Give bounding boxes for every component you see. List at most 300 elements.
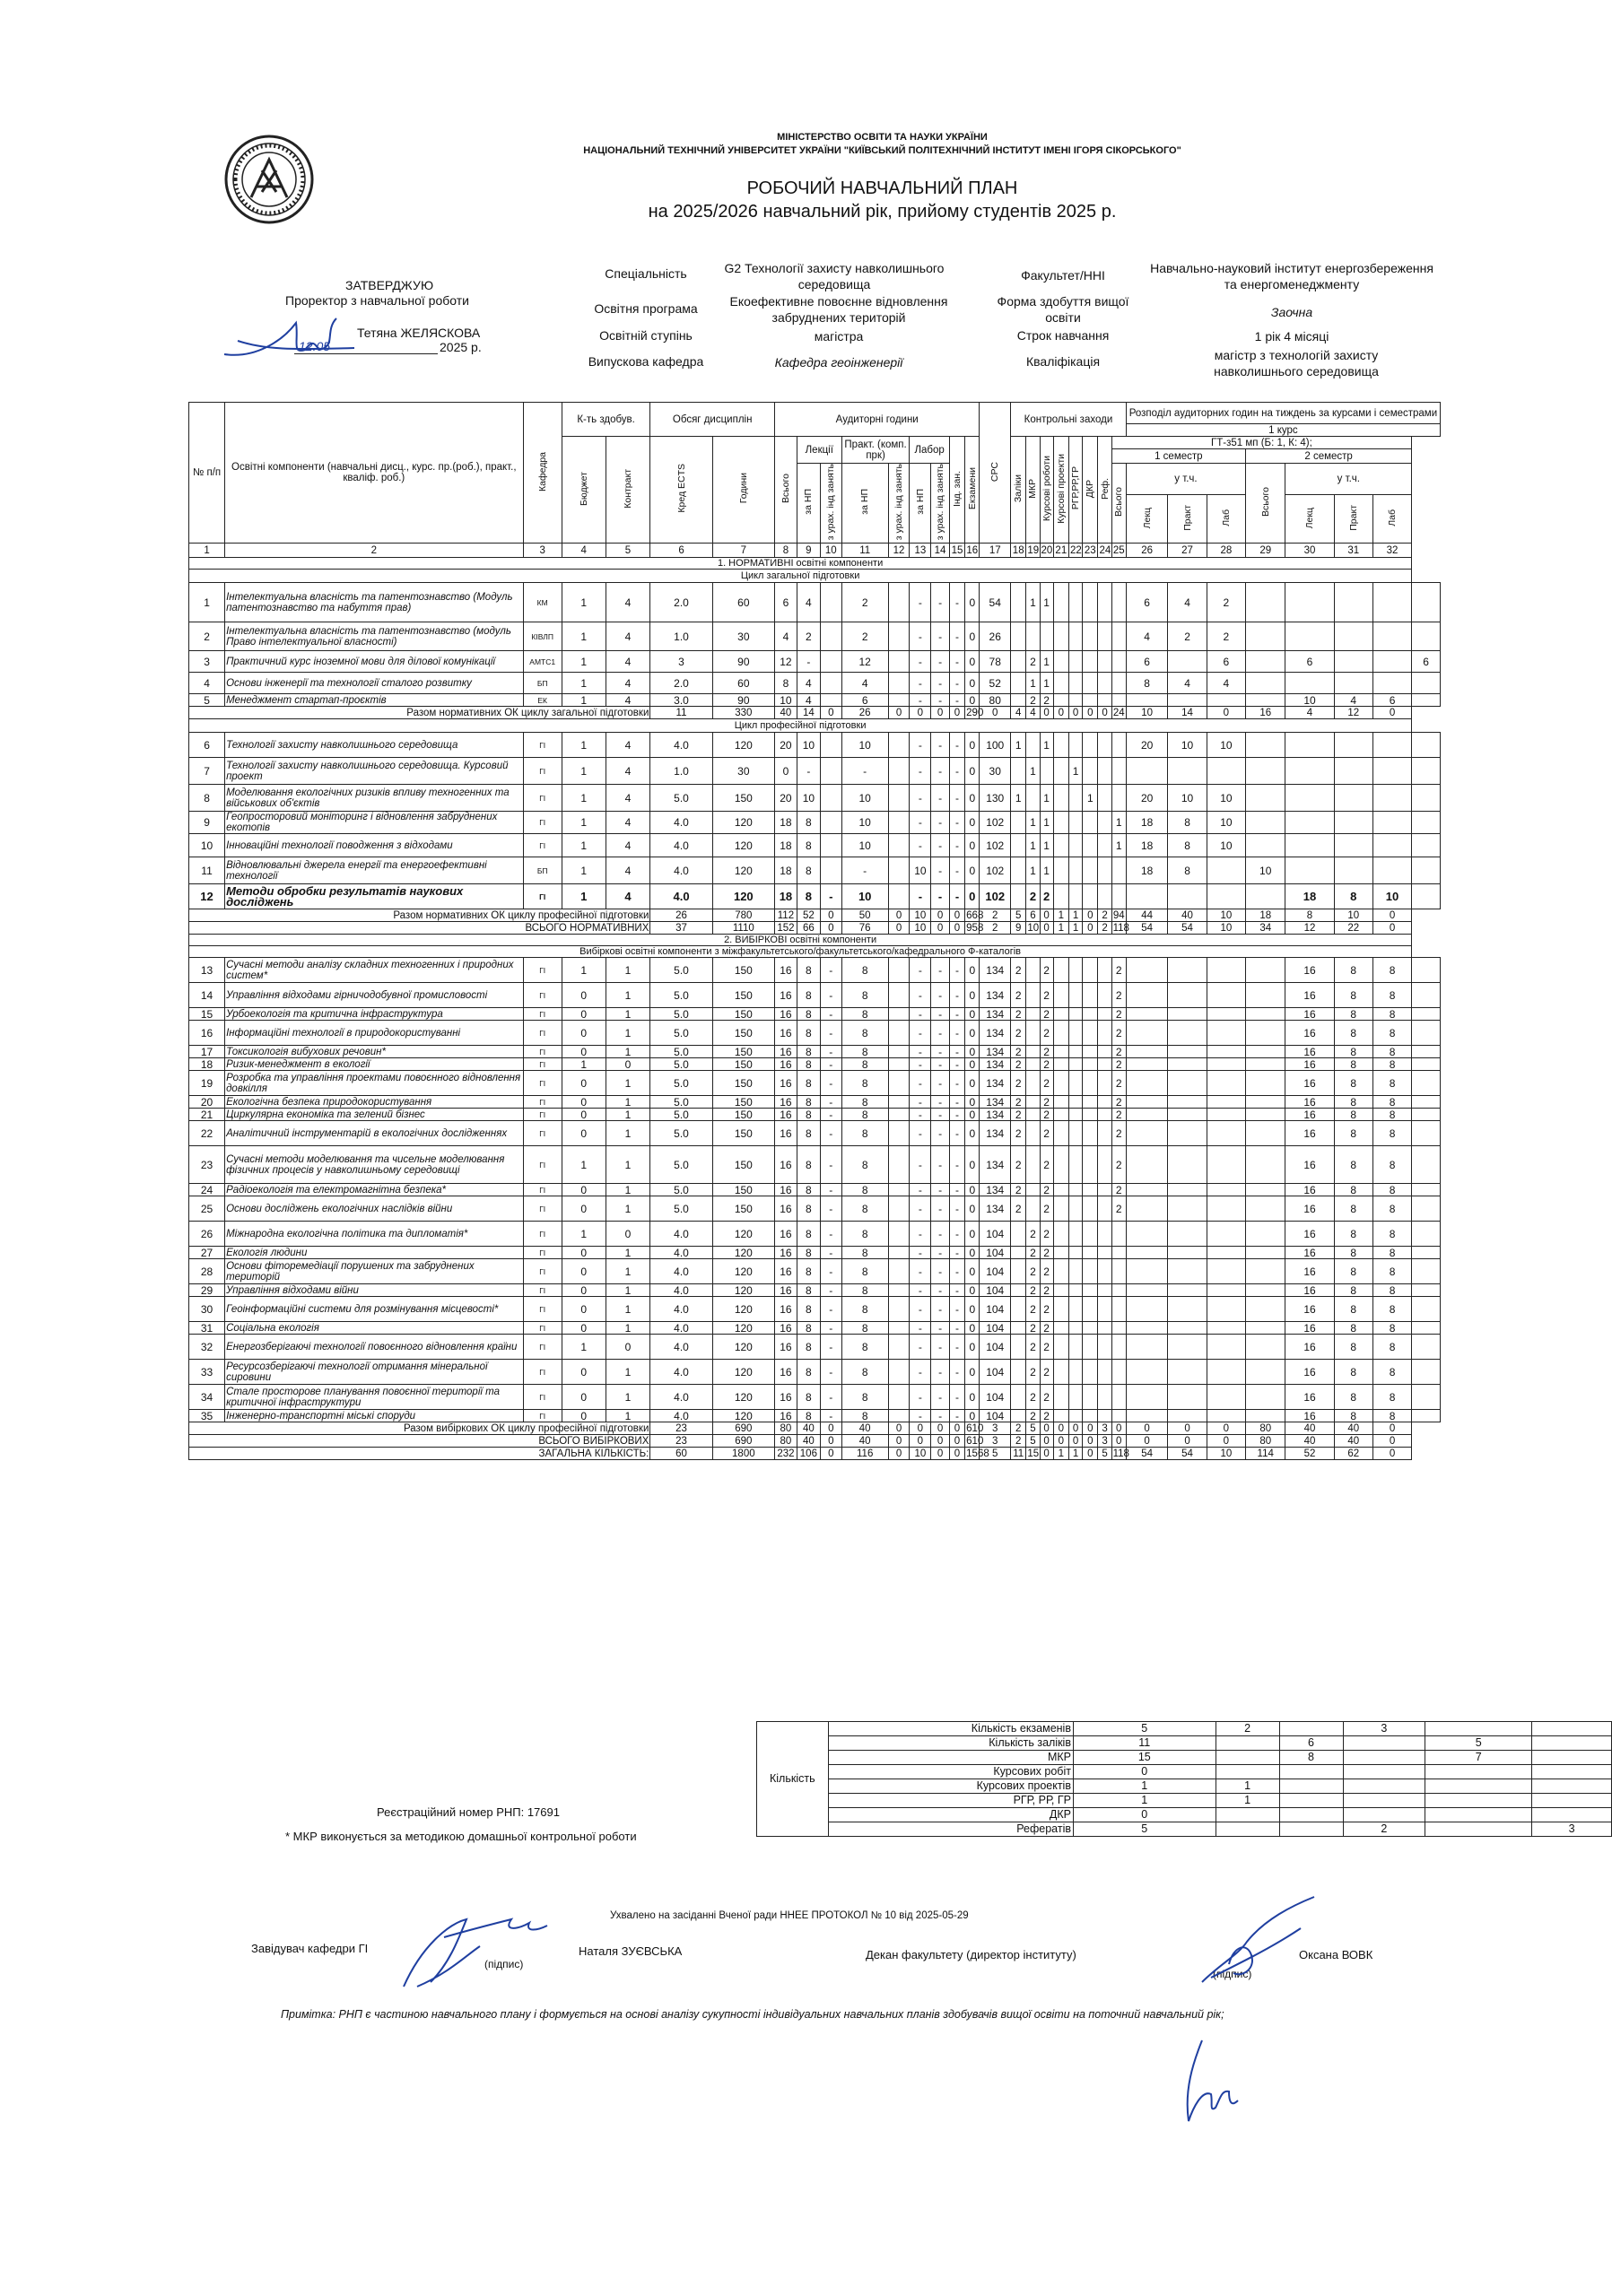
program-label: Освітня програма — [594, 301, 698, 316]
table-cell: 10 — [841, 812, 888, 834]
table-cell: 6 — [841, 694, 888, 707]
table-cell — [1207, 1109, 1245, 1121]
table-cell — [1246, 1410, 1285, 1422]
table-cell: 10 — [189, 834, 225, 857]
table-cell: 120 — [712, 1322, 774, 1335]
table-cell: 2 — [1111, 1046, 1126, 1058]
table-cell: 4 — [606, 694, 650, 707]
totals-semester-cell — [1532, 1751, 1612, 1765]
table-cell: 1 — [562, 1058, 606, 1071]
table-cell — [1126, 1096, 1168, 1109]
table-cell — [1011, 1259, 1026, 1284]
table-cell — [1098, 1184, 1111, 1196]
table-cell — [1053, 1146, 1068, 1184]
table-cell — [1246, 1109, 1285, 1121]
table-cell — [1098, 651, 1111, 673]
col-head-sem1: 1 семестр — [1111, 449, 1245, 464]
section-title: 2. ВИБІРКОВІ освітні компоненти — [189, 935, 1412, 946]
table-cell: 2 — [1026, 1385, 1040, 1410]
table-cell — [1412, 1222, 1441, 1247]
table-cell: 0 — [965, 958, 980, 983]
table-cell — [1011, 622, 1026, 651]
table-cell — [1168, 1284, 1207, 1297]
summary-cell: 0 — [1372, 922, 1411, 935]
table-cell: 8 — [841, 1360, 888, 1385]
table-cell: 0 — [965, 1109, 980, 1121]
table-cell: 32 — [189, 1335, 225, 1360]
table-cell — [1098, 1222, 1111, 1247]
table-cell — [1111, 1322, 1126, 1335]
table-cell: 150 — [712, 1109, 774, 1121]
table-cell: 2 — [797, 622, 820, 651]
column-number: 1 — [189, 544, 225, 558]
component-name: Інноваційні технології поводження з відходами — [225, 834, 523, 857]
summary-cell: 0 — [820, 1422, 841, 1435]
summary-cell: 37 — [650, 922, 712, 935]
table-cell: 52 — [980, 673, 1011, 694]
table-cell — [1246, 1071, 1285, 1096]
totals-semester-cell: 3 — [1532, 1822, 1612, 1837]
table-cell — [1412, 1385, 1441, 1410]
table-cell: 1 — [1040, 651, 1053, 673]
ministry-name: МІНІСТЕРСТВО ОСВІТИ ТА НАУКИ УКРАЇНИ — [777, 132, 988, 143]
col-head-students: К-ть здобув. — [562, 403, 650, 437]
table-cell: - — [931, 1008, 950, 1021]
program-value: Екоефективне повоєнне відновлення забруднених територій — [729, 294, 948, 325]
col-head-component: Освітні компоненти (навчальні дисц., курс. пр.(роб.), практ., кваліф. роб.) — [225, 403, 523, 544]
table-cell: 16 — [774, 1360, 797, 1385]
table-cell — [1083, 958, 1098, 983]
table-cell: 8 — [189, 785, 225, 812]
table-cell: - — [910, 834, 931, 857]
table-cell — [1098, 758, 1111, 785]
table-cell: - — [910, 733, 931, 758]
summary-cell: 0 — [931, 1435, 950, 1448]
table-row — [189, 983, 1441, 1008]
summary-cell: 0 — [1053, 1422, 1068, 1435]
table-cell — [1111, 651, 1126, 673]
department-code: ГІ — [523, 884, 562, 909]
table-cell — [1068, 673, 1082, 694]
column-number: 8 — [774, 544, 797, 558]
section-title: Цикл загальної підготовки — [189, 570, 1412, 583]
table-cell: 1.0 — [650, 622, 712, 651]
table-cell: 102 — [980, 834, 1011, 857]
table-cell — [1083, 1046, 1098, 1058]
table-cell: - — [949, 1247, 964, 1259]
table-cell: 120 — [712, 1410, 774, 1422]
component-name: Технології захисту навколишнього середовища. Курсовий проект — [225, 758, 523, 785]
table-cell — [1207, 1121, 1245, 1146]
totals-semester-cell: 8 — [1279, 1751, 1343, 1765]
summary-cell: 10 — [1207, 1448, 1245, 1460]
table-cell — [1372, 673, 1411, 694]
table-cell: 2 — [1040, 1247, 1053, 1259]
component-name: Технології захисту навколишнього середовища — [225, 733, 523, 758]
table-cell: 0 — [562, 1385, 606, 1410]
table-cell: 8 — [797, 812, 820, 834]
table-cell: 8 — [1334, 1021, 1372, 1046]
table-cell: 2 — [1011, 1046, 1026, 1058]
totals-semester-cell — [1216, 1736, 1279, 1751]
table-cell — [1168, 651, 1207, 673]
table-cell — [1026, 1146, 1040, 1184]
table-cell: - — [910, 1385, 931, 1410]
table-cell — [1246, 1297, 1285, 1322]
table-cell: 150 — [712, 1146, 774, 1184]
table-cell: 8 — [797, 1046, 820, 1058]
summary-cell: 0 — [980, 707, 1011, 719]
summary-cell: 0 — [949, 909, 964, 922]
table-cell: 8 — [1168, 857, 1207, 884]
table-cell: 104 — [980, 1284, 1011, 1297]
table-row — [189, 651, 1441, 673]
col-head-exam: Екзамени — [965, 437, 980, 544]
totals-semester-cell: 7 — [1425, 1751, 1532, 1765]
table-cell — [1068, 983, 1082, 1008]
table-cell: 8 — [841, 1008, 888, 1021]
table-cell — [1207, 1184, 1245, 1196]
specialty-value: G2 Технології захисту навколишнього середовища — [724, 261, 945, 291]
table-cell: 0 — [562, 1096, 606, 1109]
table-cell: - — [931, 983, 950, 1008]
table-cell: - — [820, 1259, 841, 1284]
table-cell — [1083, 1096, 1098, 1109]
mkr-footnote: * МКР виконується за методикою домашньої контрольної роботи — [285, 1830, 637, 1843]
col-head-rgr: РГР,РР,ГР — [1068, 437, 1082, 544]
department-code: ГІ — [523, 1385, 562, 1410]
table-cell: 1 — [562, 622, 606, 651]
table-row — [189, 583, 1441, 622]
summary-cell: 10 — [910, 1448, 931, 1460]
table-cell: - — [931, 1222, 950, 1247]
table-cell: 150 — [712, 1184, 774, 1196]
table-cell: 134 — [980, 1096, 1011, 1109]
table-cell — [1011, 1222, 1026, 1247]
table-cell — [1372, 857, 1411, 884]
table-cell: 5.0 — [650, 1021, 712, 1046]
table-cell: 6 — [1372, 694, 1411, 707]
table-cell: 8 — [1334, 983, 1372, 1008]
table-cell: 8 — [1334, 1096, 1372, 1109]
table-cell — [888, 1335, 910, 1360]
table-cell — [1040, 622, 1053, 651]
table-cell — [1053, 651, 1068, 673]
table-cell — [1083, 1259, 1098, 1284]
table-cell: 13 — [189, 958, 225, 983]
table-cell — [1053, 758, 1068, 785]
table-cell — [1098, 1247, 1111, 1259]
table-cell — [1334, 673, 1372, 694]
approve-position: Проректор з навчальної роботи — [285, 293, 469, 308]
table-cell: - — [949, 1121, 964, 1146]
summary-cell: 0 — [949, 1422, 964, 1435]
table-cell: 1 — [606, 1259, 650, 1284]
table-cell: 120 — [712, 1360, 774, 1385]
summary-cell: 6 — [1026, 909, 1040, 922]
summary-cell: 0 — [910, 1422, 931, 1435]
table-cell — [1053, 1121, 1068, 1146]
table-cell — [1207, 1058, 1245, 1071]
table-cell: - — [820, 1046, 841, 1058]
summary-cell: 0 — [1040, 909, 1053, 922]
table-cell: 2 — [1207, 622, 1245, 651]
table-cell: 0 — [965, 1071, 980, 1096]
summary-cell: 0 — [949, 922, 964, 935]
table-cell: 2 — [1040, 1335, 1053, 1360]
table-cell — [888, 1184, 910, 1196]
table-cell: 8 — [841, 1284, 888, 1297]
component-name: Ризик-менеджмент в екології — [225, 1058, 523, 1071]
approve-year: 2025 р. — [440, 340, 482, 354]
table-cell — [1246, 1284, 1285, 1297]
summary-cell: 118 — [1112, 1448, 1129, 1459]
table-cell: 24 — [189, 1184, 225, 1196]
table-cell: - — [910, 1184, 931, 1196]
table-cell: 16 — [1285, 1109, 1334, 1121]
table-cell: 16 — [1285, 1297, 1334, 1322]
table-cell — [888, 884, 910, 909]
table-cell: - — [949, 1146, 964, 1184]
column-number: 12 — [888, 544, 910, 558]
col-head-mkr: МКР — [1026, 437, 1040, 544]
table-cell — [1026, 1071, 1040, 1096]
table-cell — [1098, 583, 1111, 622]
table-cell — [1083, 1121, 1098, 1146]
table-cell — [888, 1322, 910, 1335]
table-cell — [1412, 1184, 1441, 1196]
table-cell — [1026, 1021, 1040, 1046]
table-cell: 20 — [774, 733, 797, 758]
table-cell: 5.0 — [650, 785, 712, 812]
table-cell: 2 — [1011, 1008, 1026, 1021]
table-cell — [1098, 733, 1111, 758]
table-cell: - — [910, 1146, 931, 1184]
summary-cell: 40 — [841, 1422, 888, 1435]
col-head-prakt-ind: з урах. інд занять — [888, 464, 910, 544]
table-cell: 18 — [774, 834, 797, 857]
table-cell: 8 — [797, 983, 820, 1008]
summary-cell: 152 — [774, 922, 797, 935]
department-code: ГІ — [523, 1121, 562, 1146]
summary-cell: 40 — [797, 1422, 820, 1435]
table-cell — [1053, 1410, 1068, 1422]
table-cell: 4 — [606, 857, 650, 884]
table-cell: 1 — [1040, 733, 1053, 758]
table-cell: - — [949, 1008, 964, 1021]
table-cell: 0 — [965, 1146, 980, 1184]
table-cell — [1246, 1008, 1285, 1021]
table-cell: 10 — [1168, 733, 1207, 758]
table-row — [189, 1297, 1441, 1322]
table-cell — [1126, 1196, 1168, 1222]
table-cell — [1126, 1121, 1168, 1146]
table-cell: 16 — [774, 1335, 797, 1360]
table-cell: 4.0 — [650, 1385, 712, 1410]
col-head-lect-ind: з урах. інд занять — [820, 464, 841, 544]
summary-cell: 3 — [980, 1422, 1011, 1435]
table-cell: - — [949, 1222, 964, 1247]
table-cell: 0 — [965, 1322, 980, 1335]
table-cell: 8 — [1372, 1284, 1411, 1297]
table-cell: 1 — [1040, 583, 1053, 622]
table-cell — [1026, 1046, 1040, 1058]
table-cell — [1053, 1184, 1068, 1196]
summary-cell: 116 — [841, 1448, 888, 1460]
table-cell: 1 — [1026, 834, 1040, 857]
summary-cell: 0 — [888, 1435, 910, 1448]
table-cell: 8 — [1334, 1222, 1372, 1247]
col-head-kp: Курсові проекти — [1053, 437, 1068, 544]
column-number: 26 — [1126, 544, 1168, 558]
table-cell: 16 — [774, 1071, 797, 1096]
table-cell: - — [949, 1259, 964, 1284]
table-cell: 8 — [841, 1071, 888, 1096]
table-cell: 60 — [712, 583, 774, 622]
table-cell: 16 — [774, 1410, 797, 1422]
table-cell: 4.0 — [650, 857, 712, 884]
table-cell: - — [931, 1259, 950, 1284]
table-cell — [1412, 834, 1441, 857]
col-head-hours: Години — [712, 437, 774, 544]
table-cell: 1 — [606, 1146, 650, 1184]
table-cell — [1068, 1096, 1082, 1109]
table-cell: 102 — [980, 884, 1011, 909]
table-cell: - — [820, 1385, 841, 1410]
table-cell: 18 — [189, 1058, 225, 1071]
table-cell — [1053, 1322, 1068, 1335]
table-cell: 10 — [1372, 884, 1411, 909]
table-cell: 1 — [1026, 758, 1040, 785]
summary-cell: 958 — [966, 922, 984, 934]
table-cell: - — [910, 758, 931, 785]
table-cell — [1040, 758, 1053, 785]
table-cell — [1168, 1259, 1207, 1284]
table-cell: 120 — [712, 1297, 774, 1322]
table-cell: 1 — [606, 1109, 650, 1121]
table-cell — [1083, 1222, 1098, 1247]
table-cell: - — [820, 1335, 841, 1360]
table-cell: - — [910, 1297, 931, 1322]
table-cell: 134 — [980, 983, 1011, 1008]
summary-cell: 0 — [1053, 707, 1068, 719]
table-cell: 28 — [189, 1259, 225, 1284]
table-cell: 10 — [797, 733, 820, 758]
table-row — [189, 812, 1441, 834]
table-cell: 12 — [841, 651, 888, 673]
table-cell: 1 — [1040, 834, 1053, 857]
table-cell — [1083, 1021, 1098, 1046]
table-cell — [1207, 1284, 1245, 1297]
table-cell: 8 — [797, 1146, 820, 1184]
section-title: Цикл професійної підготовки — [189, 719, 1412, 733]
table-cell: 10 — [841, 785, 888, 812]
table-cell — [1126, 983, 1168, 1008]
table-cell: 104 — [980, 1360, 1011, 1385]
table-cell: 134 — [980, 1058, 1011, 1071]
summary-cell: 10 — [1207, 909, 1245, 922]
table-cell: - — [910, 1096, 931, 1109]
table-cell: 4 — [606, 733, 650, 758]
table-cell: 8 — [1334, 1259, 1372, 1284]
table-cell: 8 — [797, 1297, 820, 1322]
table-cell: 2 — [1111, 1109, 1126, 1121]
table-cell: 0 — [562, 1184, 606, 1196]
table-cell: 0 — [965, 857, 980, 884]
table-cell — [1285, 673, 1334, 694]
table-cell: 2 — [1040, 1096, 1053, 1109]
col-head-lab-np: за НП — [910, 464, 931, 544]
table-cell: 4.0 — [650, 1247, 712, 1259]
summary-cell: 0 — [1040, 922, 1053, 935]
table-cell — [888, 1021, 910, 1046]
table-cell: 2 — [1040, 1184, 1053, 1196]
table-cell: 120 — [712, 884, 774, 909]
column-number: 19 — [1027, 544, 1040, 556]
table-cell — [820, 857, 841, 884]
column-number: 30 — [1285, 544, 1334, 558]
registration-number: Реєстраційний номер РНП: 17691 — [377, 1805, 560, 1819]
summary-cell: 3 — [1098, 1435, 1111, 1448]
table-cell — [1246, 958, 1285, 983]
table-cell: 8 — [1334, 884, 1372, 909]
table-cell — [1246, 1058, 1285, 1071]
table-cell — [1412, 958, 1441, 983]
table-cell — [1111, 673, 1126, 694]
table-cell: 0 — [965, 1360, 980, 1385]
summary-cell: 5 — [1011, 909, 1026, 922]
table-cell — [1372, 733, 1411, 758]
summary-cell: 2 — [980, 909, 1011, 922]
table-cell — [1207, 1385, 1245, 1410]
page-subtitle: на 2025/2026 навчальний рік, прийому студентів 2025 р. — [648, 202, 1117, 222]
table-cell: 2 — [1111, 1021, 1126, 1046]
table-cell: - — [820, 1021, 841, 1046]
table-cell — [1098, 694, 1111, 707]
table-cell: 4 — [1168, 673, 1207, 694]
column-number: 32 — [1372, 544, 1411, 558]
table-cell — [1412, 1146, 1441, 1184]
summary-cell: 1568 — [966, 1448, 989, 1459]
table-cell: 8 — [841, 1146, 888, 1184]
table-cell — [1011, 673, 1026, 694]
table-cell — [1098, 1046, 1111, 1058]
table-cell — [1246, 983, 1285, 1008]
table-cell: - — [910, 673, 931, 694]
table-cell: 150 — [712, 1058, 774, 1071]
summary-cell: 34 — [1246, 922, 1285, 935]
table-cell: 8 — [1334, 1247, 1372, 1259]
table-cell: - — [931, 1184, 950, 1196]
table-cell: 2 — [1168, 622, 1207, 651]
table-cell — [1098, 1121, 1111, 1146]
table-row — [189, 834, 1441, 857]
table-row — [189, 1284, 1441, 1297]
summary-cell: 52 — [1285, 1448, 1334, 1460]
summary-cell: 2 — [1011, 1435, 1026, 1448]
table-cell — [888, 1222, 910, 1247]
table-cell: - — [931, 651, 950, 673]
table-cell: 2.0 — [650, 583, 712, 622]
table-cell — [1053, 983, 1068, 1008]
summary-cell: 10 — [910, 909, 931, 922]
table-cell — [1111, 1284, 1126, 1297]
table-cell: 0 — [965, 651, 980, 673]
table-cell: 0 — [965, 785, 980, 812]
table-cell: 0 — [965, 694, 980, 707]
table-cell — [1011, 1360, 1026, 1385]
summary-cell: 2 — [980, 922, 1011, 935]
